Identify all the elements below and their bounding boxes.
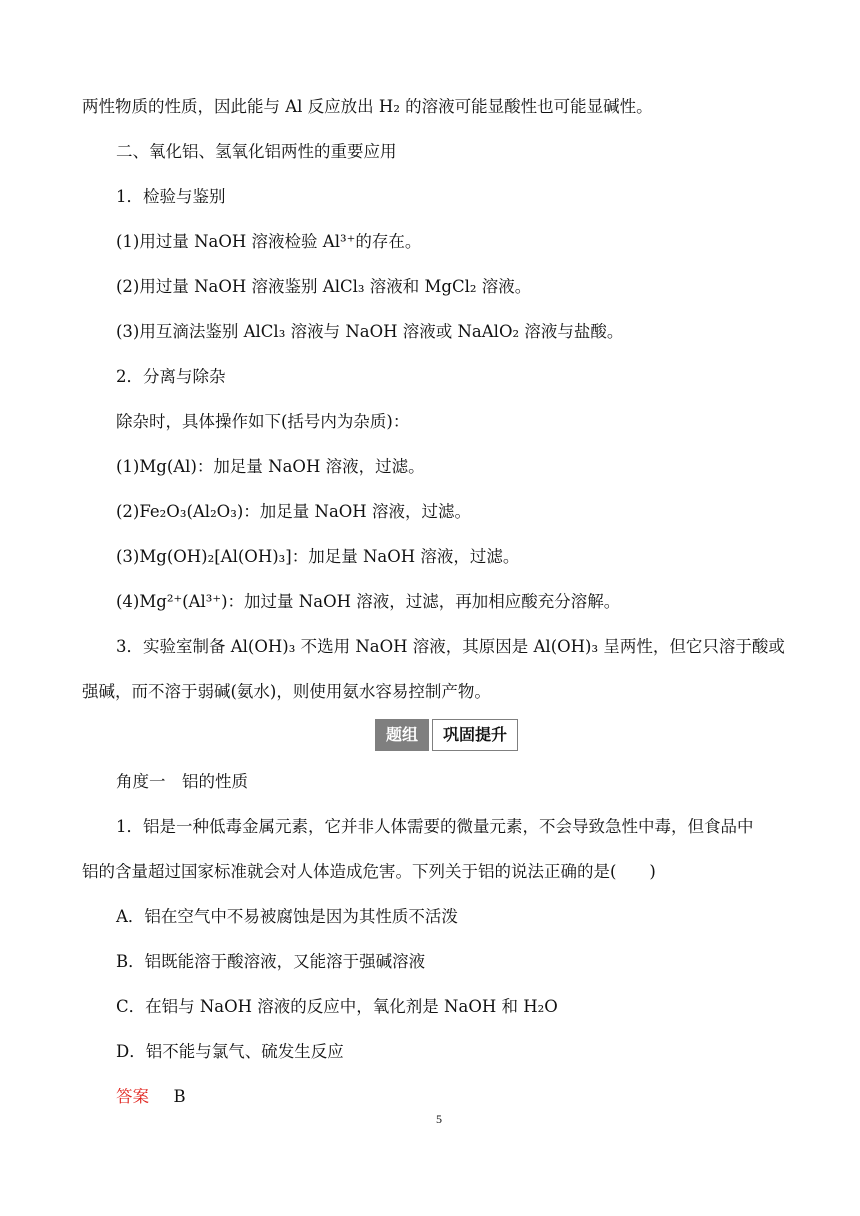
angle-heading: 角度一 铝的性质 xyxy=(116,772,248,791)
text-line: (2)Fe₂O₃(Al₂O₃)：加足量 NaOH 溶液，过滤。 xyxy=(116,502,471,521)
page-number: 5 xyxy=(436,1112,442,1126)
badge-left: 题组 xyxy=(375,719,429,751)
text-line: (2)用过量 NaOH 溶液鉴别 AlCl₃ 溶液和 MgCl₂ 溶液。 xyxy=(116,277,532,296)
section-heading: 二、氧化铝、氢氧化铝两性的重要应用 xyxy=(116,142,397,161)
text-line: 3．实验室制备 Al(OH)₃ 不选用 NaOH 溶液，其原因是 Al(OH)₃ 呈两性，但它只溶于酸或 xyxy=(116,637,785,656)
text-line: (1)Mg(Al)：加足量 NaOH 溶液，过滤。 xyxy=(116,457,425,476)
answer-line xyxy=(116,1087,186,1107)
section-badge xyxy=(375,719,518,751)
option-a: A．铝在空气中不易被腐蚀是因为其性质不活泼 xyxy=(116,907,458,926)
answer-value: B xyxy=(173,1087,186,1106)
text-line: (3)用互滴法鉴别 AlCl₃ 溶液与 NaOH 溶液或 NaAlO₂ 溶液与盐酸。 xyxy=(116,322,624,341)
answer-label: 答案 xyxy=(116,1087,149,1106)
option-d: D．铝不能与氯气、硫发生反应 xyxy=(116,1042,344,1061)
text-line: (1)用过量 NaOH 溶液检验 Al³⁺的存在。 xyxy=(116,232,422,251)
text-line: 两性物质的性质，因此能与 Al 反应放出 H₂ 的溶液可能显酸性也可能显碱性。 xyxy=(82,97,653,116)
subheading: 2．分离与除杂 xyxy=(116,367,226,386)
question-text: 铝的含量超过国家标准就会对人体造成危害。下列关于铝的说法正确的是( ) xyxy=(82,862,656,881)
text-line: 强碱，而不溶于弱碱(氨水)，则使用氨水容易控制产物。 xyxy=(82,682,491,701)
badge-right: 巩固提升 xyxy=(432,719,518,751)
option-b: B．铝既能溶于酸溶液，又能溶于强碱溶液 xyxy=(116,952,426,971)
text-line: 除杂时，具体操作如下(括号内为杂质)： xyxy=(116,412,410,431)
question-text: 1．铝是一种低毒金属元素，它并非人体需要的微量元素，不会导致急性中毒，但食品中 xyxy=(116,817,754,836)
text-line: (3)Mg(OH)₂[Al(OH)₃]：加足量 NaOH 溶液，过滤。 xyxy=(116,547,520,566)
option-c: C．在铝与 NaOH 溶液的反应中，氧化剂是 NaOH 和 H₂O xyxy=(116,997,558,1016)
text-line: (4)Mg²⁺(Al³⁺)：加过量 NaOH 溶液，过滤，再加相应酸充分溶解。 xyxy=(116,592,621,611)
subheading: 1．检验与鉴别 xyxy=(116,187,226,206)
